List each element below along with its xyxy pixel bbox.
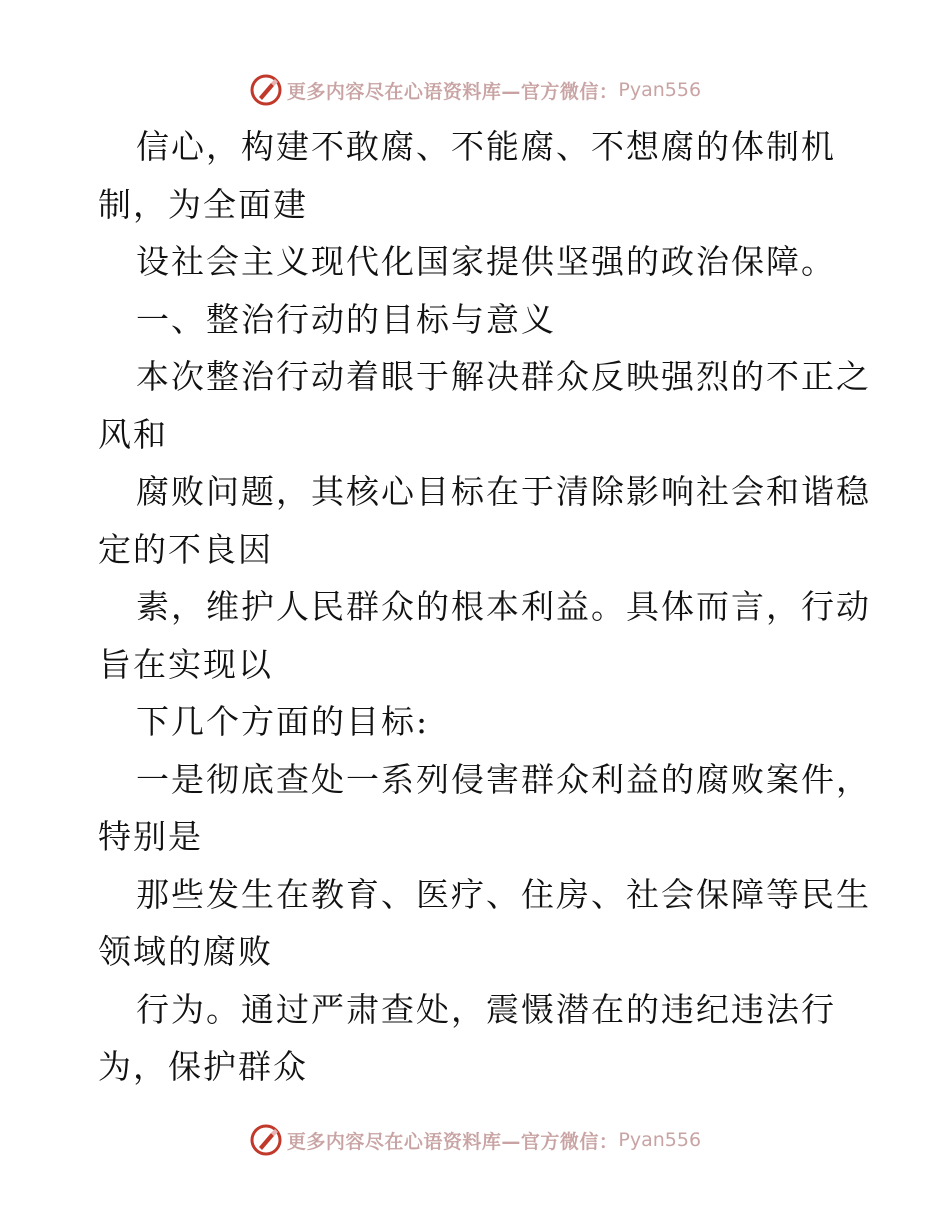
- header-handle: Pyan556: [618, 79, 702, 101]
- text-line: 下几个方面的目标:: [136, 702, 430, 741]
- text-line: 制，为全面建: [98, 184, 308, 224]
- footer-handle: Pyan556: [618, 1129, 702, 1151]
- text-line: 那些发生在教育、医疗、住房、社会保障等民生: [136, 874, 871, 914]
- logo-icon: [249, 73, 283, 107]
- text-line: 一是彻底查处一系列侵害群众利益的腐败案件，: [136, 759, 871, 799]
- text-line: 定的不良因: [98, 529, 273, 569]
- text-line: 本次整治行动着眼于解决群众反映强烈的不正之: [136, 357, 871, 396]
- text-line: 设社会主义现代化国家提供坚强的政治保障。: [136, 242, 836, 281]
- footer-text: 更多内容尽在心语资料库—官方微信：: [286, 1130, 619, 1153]
- header-watermark: [0, 70, 950, 110]
- section-heading: 一、整治行动的目标与意义: [136, 299, 556, 339]
- text-line: 腐败问题，其核心目标在于清除影响社会和谐稳: [136, 472, 871, 511]
- text-line: 为，保护群众: [98, 1047, 308, 1086]
- header-text: 更多内容尽在心语资料库—官方微信：: [286, 80, 619, 103]
- text-line: 信心，构建不敢腐、不能腐、不想腐的体制机: [136, 127, 836, 166]
- text-line: 行为。通过严肃查处，震慑潜在的违纪违法行: [136, 989, 836, 1029]
- text-line: 素，维护人民群众的根本利益。具体而言，行动: [136, 587, 871, 626]
- footer-watermark: [0, 1120, 950, 1160]
- text-line: 特别是: [98, 817, 203, 856]
- document-body: [98, 118, 871, 1096]
- text-line: 领域的腐败: [98, 932, 273, 971]
- logo-icon: [249, 1123, 283, 1157]
- text-line: 旨在实现以: [98, 644, 273, 684]
- text-line: 风和: [98, 414, 168, 454]
